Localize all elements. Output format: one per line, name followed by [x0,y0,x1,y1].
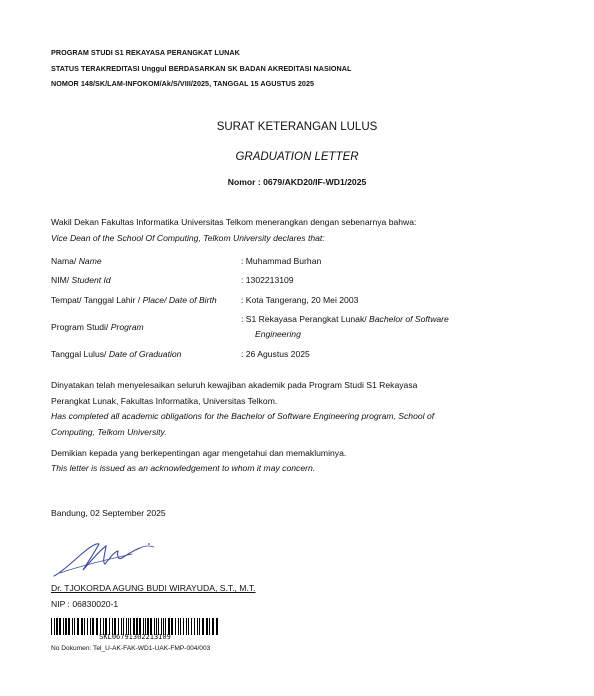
header-line-2: STATUS TERAKREDITASI Unggul BERDASARKAN SK BADAN AKREDITASI NASIONAL [51,64,352,73]
statement-id-line2: Perangkat Lunak, Fakultas Informatika, Universitas Telkom. [51,396,278,406]
program-value-en-cont: Engineering [255,329,301,339]
signatory-name: Dr. TJOKORDA AGUNG BUDI WIRAYUDA, S.T., M.T. [51,583,256,593]
statement-en-line1: Has completed all academic obligations for the Bachelor of Software Engineering program, School of [51,411,435,421]
title-english: GRADUATION LETTER [235,151,359,163]
detail-graduation-row [51,349,181,359]
detail-birth-value: : Kota Tangerang, 20 Mei 2003 [241,295,359,305]
closing-english: This letter is issued as an acknowledgement to whom it may concern. [51,463,316,473]
signature-image [50,536,160,582]
detail-name-value: : Muhammad Burhan [241,256,322,266]
closing-indonesian: Demikian kepada yang berkepentingan agar mengetahui dan memakluminya. [51,448,347,458]
program-value-id: : S1 Rekayasa Perangkat Lunak/ [241,314,367,324]
header-line-1: PROGRAM STUDI S1 REKAYASA PERANGKAT LUNAK [51,48,240,57]
detail-label: NIM/ [51,275,70,285]
detail-label-en: Program [110,322,144,332]
detail-label: Tanggal Lulus/ [51,349,107,359]
detail-label-en: Student Id [71,275,111,285]
detail-name-row [51,256,102,266]
title-indonesian: SURAT KETERANGAN LULUS [216,121,378,133]
program-value-en: Bachelor of Software [369,314,449,324]
detail-label-en: Date of Graduation [108,349,182,359]
detail-graduation-value: : 26 Agustus 2025 [241,349,310,359]
barcode-text: SKL06791302213109 [99,633,171,641]
detail-label: Nama/ [51,256,77,266]
intro-indonesian: Wakil Dekan Fakultas Informatika Universitas Telkom menerangkan dengan sebenarnya bahwa: [51,217,417,227]
detail-label: Tempat/ Tanggal Lahir / [51,295,141,305]
detail-nim-value: : 1302213109 [241,275,294,285]
header-line-3: NOMOR 148/SK/LAM-INFOKOM/Ak/S/VIII/2025, TANGGAL 15 AGUSTUS 2025 [51,79,315,88]
statement-en-line2: Computing, Telkom University. [51,427,167,437]
document-number: No Dokumen: Tel_U-AK-FAK-WD1-UAK-FMP-004/003 [51,645,211,652]
letter-number: Nomor : 0679/AKD20/IF-WD1/2025 [227,177,367,187]
detail-label: Program Studi/ [51,322,109,332]
detail-label-en: Place/ Date of Birth [142,295,217,305]
place-date: Bandung, 02 September 2025 [51,508,166,518]
statement-id-line1: Dinyatakan telah menyelesaikan seluruh kewajiban akademik pada Program Studi S1 Rekayasa [51,380,418,390]
signatory-nip: NIP : 06830020-1 [51,599,119,609]
intro-english: Vice Dean of the School Of Computing, Telkom University declares that: [51,233,325,243]
detail-program-value [241,314,449,324]
detail-nim-row [51,275,111,285]
detail-label-en: Name [78,256,102,266]
detail-birth-row [51,295,217,305]
detail-program-row [51,322,144,332]
